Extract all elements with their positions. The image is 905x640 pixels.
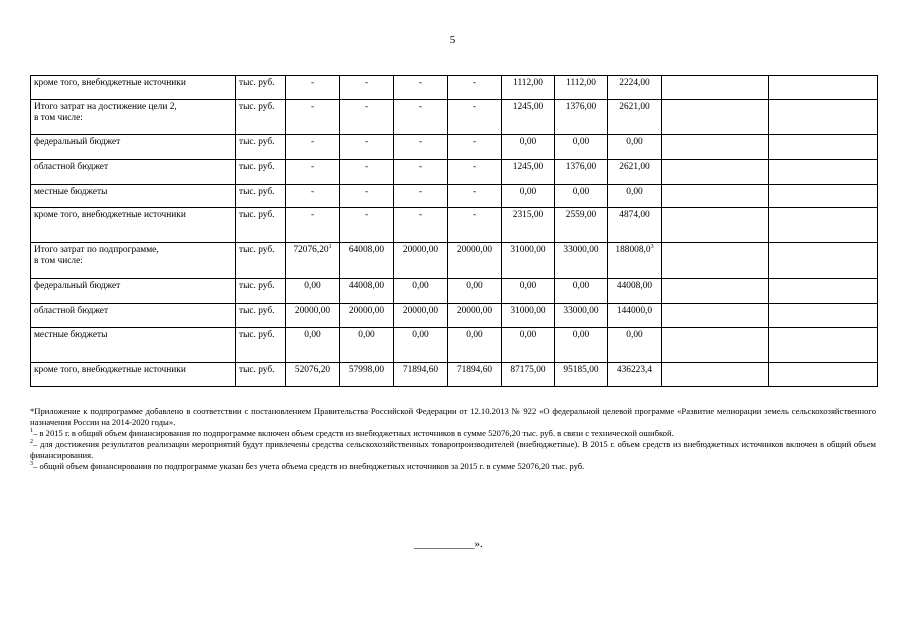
value-text: 20000,00 xyxy=(294,306,331,316)
footnotes xyxy=(30,406,876,472)
value-text: - xyxy=(310,187,315,197)
value-cell xyxy=(340,328,394,363)
value-cell xyxy=(340,76,394,100)
value-text: 33000,00 xyxy=(563,306,599,316)
value-cell xyxy=(394,279,448,304)
value-text: 1112,00 xyxy=(566,78,596,88)
empty-cell xyxy=(769,304,878,328)
value-text: - xyxy=(364,162,369,172)
row-label: федеральный бюджет xyxy=(34,281,121,291)
value-cell xyxy=(555,304,608,328)
footnote-mark: 2 xyxy=(30,439,33,446)
row-label-cell xyxy=(31,304,236,328)
value-text: 1245,00 xyxy=(512,162,544,172)
row-label-cell xyxy=(31,160,236,185)
value-text: - xyxy=(364,102,369,112)
table-row xyxy=(31,208,878,243)
value-text: 72076,20 xyxy=(293,245,329,255)
value-cell xyxy=(448,160,502,185)
value-text: - xyxy=(418,102,423,112)
footnote-text: *Приложение к подпрограмме добавлено в соответствии с постановлением Правительства Российской Федерации от 12.10.2013 № 922 «О федеральной целевой программе «Развитие мелиорации земель сельскохозяйственного назначения России на 2014-2020 годы». xyxy=(30,406,876,427)
value-cell xyxy=(555,185,608,208)
empty-cell xyxy=(769,160,878,185)
empty-cell xyxy=(769,363,878,387)
value-cell xyxy=(394,243,448,279)
value-text: - xyxy=(472,78,477,88)
table-row xyxy=(31,76,878,100)
value-cell xyxy=(502,135,555,160)
value-cell xyxy=(394,135,448,160)
value-text: 33000,00 xyxy=(563,245,599,255)
row-label-cell xyxy=(31,363,236,387)
value-text: 87175,00 xyxy=(510,365,546,375)
value-cell xyxy=(448,279,502,304)
row-label: Итого затрат на достижение цели 2, xyxy=(34,102,177,112)
value-cell xyxy=(608,328,662,363)
footnote-mark: 3 xyxy=(30,461,33,468)
value-text: 20000,00 xyxy=(348,306,385,316)
unit-cell: тыс. руб. xyxy=(236,76,286,100)
value-cell xyxy=(286,363,340,387)
value-cell xyxy=(502,243,555,279)
value-cell xyxy=(286,208,340,243)
value-text: 0,00 xyxy=(304,330,321,340)
value-cell xyxy=(448,76,502,100)
value-text: 2621,00 xyxy=(619,102,650,112)
empty-cell xyxy=(769,185,878,208)
value-cell xyxy=(448,135,502,160)
row-label: кроме того, внебюджетные источники xyxy=(34,365,186,375)
value-text: 0,00 xyxy=(572,281,590,291)
closing-mark: ___________». xyxy=(414,538,483,550)
value-cell xyxy=(394,363,448,387)
row-label-cell xyxy=(31,185,236,208)
footnote-ref: 3 xyxy=(650,243,654,250)
value-text: 0,00 xyxy=(358,330,375,340)
value-text: - xyxy=(310,210,315,220)
empty-cell xyxy=(769,208,878,243)
table-row xyxy=(31,160,878,185)
empty-cell xyxy=(769,76,878,100)
value-text: 0,00 xyxy=(626,187,643,197)
value-text: 144000,0 xyxy=(616,306,653,316)
value-cell xyxy=(555,279,608,304)
value-text: 0,00 xyxy=(626,330,643,340)
value-cell xyxy=(555,135,608,160)
unit-cell: тыс. руб. xyxy=(236,208,286,243)
value-cell xyxy=(286,304,340,328)
value-cell xyxy=(448,304,502,328)
empty-cell xyxy=(662,76,769,100)
value-text: 0,00 xyxy=(466,330,483,340)
value-cell xyxy=(340,208,394,243)
footnote-text: – общий объем финансирования по подпрограмме указан без учета объема средств из внебюджетных источников за 2015 г. в сумме 52076,20 тыс. руб. xyxy=(33,461,585,471)
value-text: 0,00 xyxy=(572,187,590,197)
value-cell xyxy=(555,363,608,387)
footnote xyxy=(30,461,876,472)
empty-cell xyxy=(662,363,769,387)
value-text: 20000,00 xyxy=(456,245,493,255)
value-cell xyxy=(340,279,394,304)
value-text: 188008,0 xyxy=(615,245,651,255)
value-cell xyxy=(608,76,662,100)
table-row xyxy=(31,304,878,328)
value-text: - xyxy=(418,78,423,88)
value-text: 0,00 xyxy=(412,330,429,340)
value-cell xyxy=(340,304,394,328)
empty-cell xyxy=(662,100,769,135)
row-label-cell xyxy=(31,208,236,243)
table-row xyxy=(31,135,878,160)
value-cell xyxy=(502,76,555,100)
value-text: - xyxy=(418,162,423,172)
row-label: федеральный бюджет xyxy=(34,137,121,147)
footnote xyxy=(30,406,876,428)
value-text: - xyxy=(418,210,423,220)
value-text: 0,00 xyxy=(466,281,483,291)
value-text: - xyxy=(310,78,315,88)
value-text: - xyxy=(472,102,477,112)
row-label: местные бюджеты xyxy=(34,330,108,340)
value-cell xyxy=(448,185,502,208)
value-text: 2315,00 xyxy=(512,210,544,220)
value-cell xyxy=(394,328,448,363)
funding-table xyxy=(30,75,878,387)
value-cell xyxy=(286,135,340,160)
value-cell xyxy=(555,160,608,185)
footnote-text: – в 2015 г. в общий объем финансирования по подпрограмме включен объем средств из внебюджетных источников в сумме 52076,20 тыс. руб. в связи с технической ошибкой. xyxy=(33,428,674,438)
value-cell xyxy=(555,208,608,243)
value-text: - xyxy=(418,187,423,197)
value-cell xyxy=(286,279,340,304)
value-text: 31000,00 xyxy=(510,306,546,316)
value-cell xyxy=(394,208,448,243)
value-text: 0,00 xyxy=(572,137,590,147)
table-row xyxy=(31,363,878,387)
empty-cell xyxy=(662,243,769,279)
value-text: 1245,00 xyxy=(512,102,544,112)
row-label-cell xyxy=(31,279,236,304)
value-cell xyxy=(555,100,608,135)
value-text: 52076,20 xyxy=(294,365,331,375)
value-cell xyxy=(394,100,448,135)
row-label: в том числе: xyxy=(34,256,83,266)
footnote xyxy=(30,439,876,461)
empty-cell xyxy=(769,328,878,363)
value-text: 71894,60 xyxy=(456,365,493,375)
value-cell xyxy=(502,185,555,208)
value-cell xyxy=(608,243,662,279)
value-cell xyxy=(608,135,662,160)
value-cell xyxy=(448,243,502,279)
value-cell xyxy=(286,160,340,185)
row-label: Итого затрат по подпрограмме, xyxy=(34,245,159,255)
footnote-mark: 1 xyxy=(30,428,33,435)
footnote-ref: 1 xyxy=(328,243,332,250)
value-text: 20000,00 xyxy=(402,306,439,316)
unit-cell: тыс. руб. xyxy=(236,185,286,208)
value-cell xyxy=(555,328,608,363)
value-cell xyxy=(502,328,555,363)
value-cell xyxy=(608,363,662,387)
value-cell xyxy=(608,304,662,328)
unit-cell: тыс. руб. xyxy=(236,160,286,185)
unit-cell: тыс. руб. xyxy=(236,279,286,304)
value-text: 4874,00 xyxy=(619,210,650,220)
value-cell xyxy=(340,363,394,387)
empty-cell xyxy=(662,208,769,243)
value-text: - xyxy=(472,210,477,220)
unit-cell: тыс. руб. xyxy=(236,135,286,160)
value-text: 2559,00 xyxy=(565,210,597,220)
value-text: 436223,4 xyxy=(616,365,653,375)
table-body xyxy=(31,76,878,387)
empty-cell xyxy=(662,304,769,328)
value-cell xyxy=(394,304,448,328)
value-cell xyxy=(394,160,448,185)
row-label: областной бюджет xyxy=(34,162,109,172)
empty-cell xyxy=(769,135,878,160)
row-label-cell xyxy=(31,243,236,279)
value-text: 0,00 xyxy=(519,330,537,340)
value-cell xyxy=(502,100,555,135)
value-text: 57998,00 xyxy=(348,365,385,375)
value-text: 1112,00 xyxy=(513,78,543,88)
value-cell xyxy=(555,243,608,279)
value-text: - xyxy=(418,137,423,147)
footnote xyxy=(30,428,876,439)
empty-cell xyxy=(662,160,769,185)
value-cell xyxy=(340,243,394,279)
value-text: - xyxy=(472,187,477,197)
empty-cell xyxy=(769,100,878,135)
value-text: - xyxy=(472,137,477,147)
value-cell xyxy=(448,208,502,243)
empty-cell xyxy=(662,328,769,363)
unit-cell: тыс. руб. xyxy=(236,328,286,363)
value-cell xyxy=(340,135,394,160)
value-cell xyxy=(448,100,502,135)
page-number: 5 xyxy=(449,34,456,46)
row-label-cell xyxy=(31,76,236,100)
value-text: 31000,00 xyxy=(510,245,546,255)
value-cell xyxy=(502,304,555,328)
value-cell xyxy=(448,363,502,387)
value-cell xyxy=(502,160,555,185)
value-text: 0,00 xyxy=(519,187,537,197)
value-text: 95185,00 xyxy=(563,365,599,375)
value-text: 0,00 xyxy=(412,281,429,291)
empty-cell xyxy=(769,279,878,304)
value-text: 64008,00 xyxy=(348,245,385,255)
value-cell xyxy=(340,100,394,135)
value-text: 1376,00 xyxy=(565,162,597,172)
row-label: местные бюджеты xyxy=(34,187,108,197)
value-cell xyxy=(286,328,340,363)
value-cell xyxy=(448,328,502,363)
value-cell xyxy=(286,76,340,100)
unit-cell: тыс. руб. xyxy=(236,100,286,135)
unit-cell: тыс. руб. xyxy=(236,243,286,279)
value-cell xyxy=(608,100,662,135)
value-text: - xyxy=(364,210,369,220)
value-text: - xyxy=(364,78,369,88)
value-text: 0,00 xyxy=(304,281,321,291)
value-cell xyxy=(502,279,555,304)
value-text: - xyxy=(364,187,369,197)
row-label: в том числе: xyxy=(34,113,83,123)
value-text: 0,00 xyxy=(519,137,537,147)
value-cell xyxy=(502,208,555,243)
empty-cell xyxy=(662,279,769,304)
value-cell xyxy=(502,363,555,387)
unit-cell: тыс. руб. xyxy=(236,363,286,387)
row-label-cell xyxy=(31,328,236,363)
row-label-cell xyxy=(31,100,236,135)
value-cell xyxy=(608,185,662,208)
value-cell xyxy=(608,279,662,304)
table-row xyxy=(31,243,878,279)
row-label: кроме того, внебюджетные источники xyxy=(34,78,186,88)
value-cell xyxy=(286,243,340,279)
value-cell xyxy=(286,100,340,135)
value-text: 2621,00 xyxy=(619,162,650,172)
footnote-text: – для достижения результатов реализации мероприятий будут привлечены средства сельскохозяйственных товаропроизводителей (внебюджетные). В 2015 г. объем средств из внебюджетных источников включен в общий объем финансирования. xyxy=(30,439,876,460)
value-cell xyxy=(608,160,662,185)
value-text: - xyxy=(310,102,315,112)
value-text: 0,00 xyxy=(626,137,643,147)
row-label-cell xyxy=(31,135,236,160)
value-cell xyxy=(555,76,608,100)
value-cell xyxy=(340,160,394,185)
value-text: - xyxy=(472,162,477,172)
value-text: 0,00 xyxy=(519,281,537,291)
value-text: 2224,00 xyxy=(619,78,650,88)
value-cell xyxy=(608,208,662,243)
row-label: областной бюджет xyxy=(34,306,109,316)
value-text: 44008,00 xyxy=(348,281,385,291)
value-text: 20000,00 xyxy=(456,306,493,316)
table-row xyxy=(31,279,878,304)
value-text: 44008,00 xyxy=(616,281,653,291)
unit-cell: тыс. руб. xyxy=(236,304,286,328)
value-text: 20000,00 xyxy=(402,245,439,255)
value-cell xyxy=(340,185,394,208)
table-row xyxy=(31,328,878,363)
value-text: - xyxy=(310,162,315,172)
empty-cell xyxy=(662,135,769,160)
row-label: кроме того, внебюджетные источники xyxy=(34,210,186,220)
value-text: - xyxy=(364,137,369,147)
value-cell xyxy=(286,185,340,208)
value-cell xyxy=(394,76,448,100)
value-text: 71894,60 xyxy=(402,365,439,375)
empty-cell xyxy=(662,185,769,208)
table-row xyxy=(31,100,878,135)
value-text: 0,00 xyxy=(572,330,590,340)
value-text: - xyxy=(310,137,315,147)
empty-cell xyxy=(769,243,878,279)
value-cell xyxy=(394,185,448,208)
value-text: 1376,00 xyxy=(565,102,597,112)
table-row xyxy=(31,185,878,208)
